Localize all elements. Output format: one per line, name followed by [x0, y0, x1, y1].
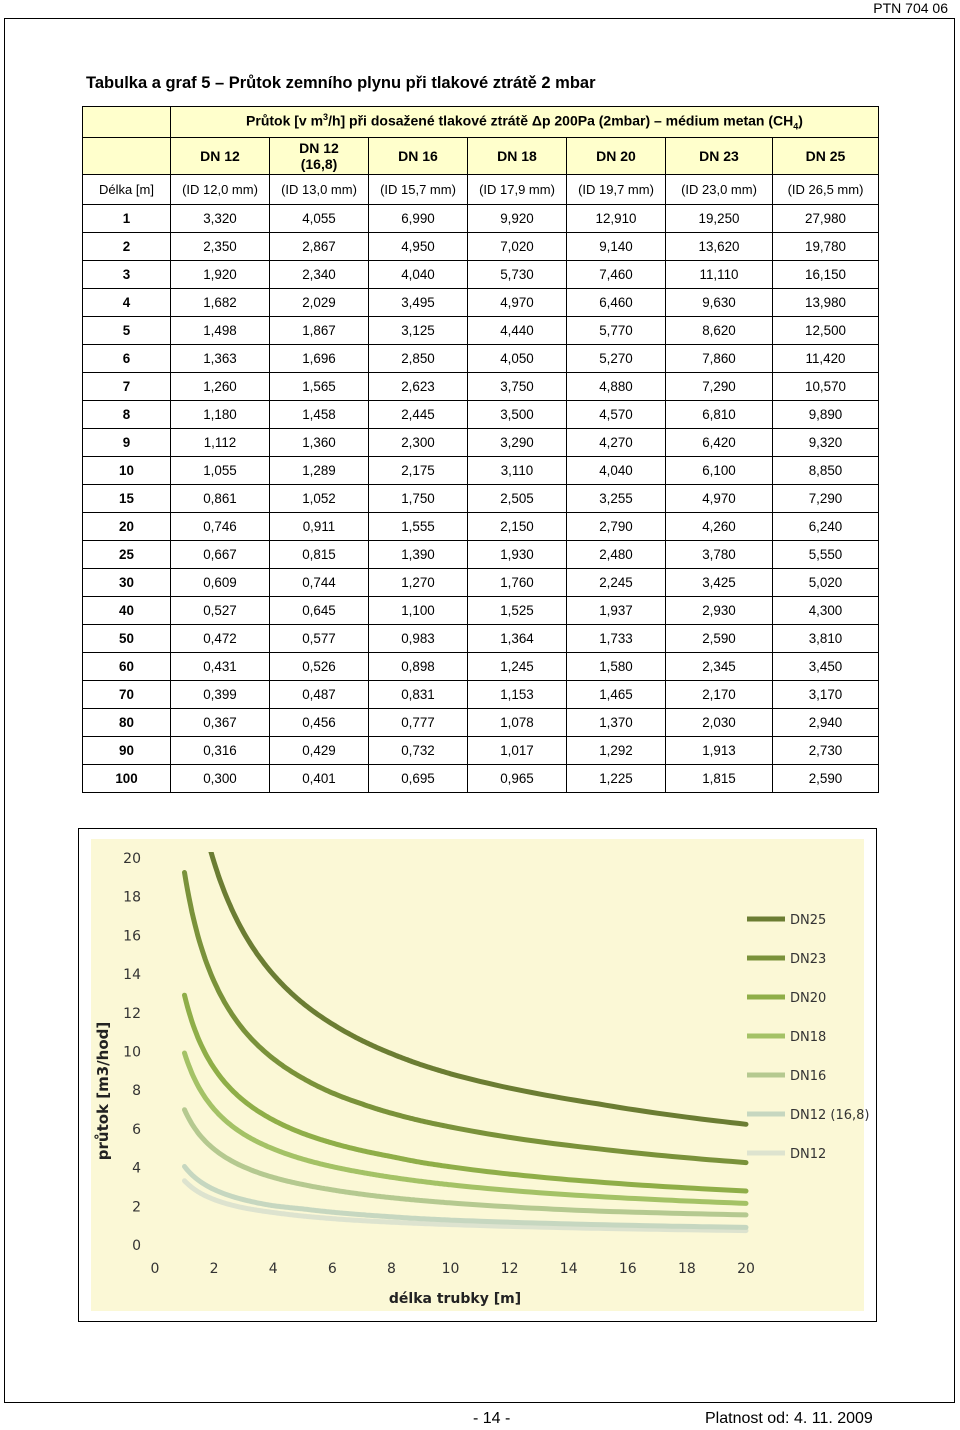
- length-cell: 50: [83, 625, 171, 653]
- dn-header: DN 12 (16,8): [270, 138, 369, 175]
- flow-value-cell: 4,440: [468, 317, 567, 345]
- x-tick-label: 14: [559, 1261, 578, 1277]
- table-row: [83, 681, 879, 709]
- flow-value-cell: 1,245: [468, 653, 567, 681]
- flow-value-cell: 3,450: [773, 653, 879, 681]
- table-title: Tabulka a graf 5 – Průtok zemního plynu při tlakové ztrátě 2 mbar: [86, 74, 596, 92]
- chart-frame: [78, 828, 877, 1322]
- table-row: [83, 205, 879, 233]
- flow-value-cell: 1,360: [270, 429, 369, 457]
- flow-value-cell: 1,180: [171, 401, 270, 429]
- table-row: [83, 345, 879, 373]
- flow-value-cell: 3,320: [171, 205, 270, 233]
- flow-value-cell: 4,950: [369, 233, 468, 261]
- y-tick-label: 14: [123, 967, 141, 984]
- legend-label: DN18: [790, 1030, 827, 1045]
- length-cell: 60: [83, 653, 171, 681]
- flow-value-cell: 8,850: [773, 457, 879, 485]
- flow-value-cell: 1,525: [468, 597, 567, 625]
- flow-value-cell: 3,125: [369, 317, 468, 345]
- flow-value-cell: 0,898: [369, 653, 468, 681]
- flow-value-cell: 4,050: [468, 345, 567, 373]
- flow-value-cell: 2,029: [270, 289, 369, 317]
- flow-value-cell: 1,750: [369, 485, 468, 513]
- flow-value-cell: 3,810: [773, 625, 879, 653]
- flow-value-cell: 1,867: [270, 317, 369, 345]
- flow-value-cell: 2,623: [369, 373, 468, 401]
- dn-header: DN 25: [773, 138, 879, 175]
- flow-value-cell: 5,730: [468, 261, 567, 289]
- table-row: [83, 317, 879, 345]
- flow-value-cell: 0,911: [270, 513, 369, 541]
- flow-value-cell: 0,746: [171, 513, 270, 541]
- flow-value-cell: 4,970: [468, 289, 567, 317]
- x-tick-label: 18: [677, 1261, 696, 1277]
- legend-label: DN23: [790, 952, 827, 967]
- flow-value-cell: 4,970: [666, 485, 773, 513]
- legend-label: DN12: [790, 1147, 827, 1162]
- id-header: (ID 23,0 mm): [666, 175, 773, 205]
- x-tick-label: 6: [327, 1261, 337, 1277]
- id-header: (ID 15,7 mm): [369, 175, 468, 205]
- flow-value-cell: 2,245: [567, 569, 666, 597]
- flow-value-cell: 1,920: [171, 261, 270, 289]
- flow-value-cell: 8,620: [666, 317, 773, 345]
- flow-value-cell: 2,730: [773, 737, 879, 765]
- y-tick-label: 4: [132, 1160, 141, 1177]
- y-tick-label: 18: [123, 889, 141, 906]
- flow-value-cell: 0,367: [171, 709, 270, 737]
- flow-value-cell: 0,983: [369, 625, 468, 653]
- x-tick-label: 12: [500, 1261, 519, 1277]
- flow-value-cell: 9,140: [567, 233, 666, 261]
- flow-value-cell: 1,465: [567, 681, 666, 709]
- flow-value-cell: 1,696: [270, 345, 369, 373]
- flow-value-cell: 0,695: [369, 765, 468, 793]
- flow-value-cell: 3,170: [773, 681, 879, 709]
- length-cell: 70: [83, 681, 171, 709]
- flow-value-cell: 2,445: [369, 401, 468, 429]
- table-row: [83, 709, 879, 737]
- length-cell: 6: [83, 345, 171, 373]
- table-row: [83, 765, 879, 793]
- flow-value-cell: 1,017: [468, 737, 567, 765]
- length-cell: 15: [83, 485, 171, 513]
- flow-value-cell: 3,500: [468, 401, 567, 429]
- flow-value-cell: 6,100: [666, 457, 773, 485]
- flow-value-cell: 1,555: [369, 513, 468, 541]
- flow-value-cell: 16,150: [773, 261, 879, 289]
- y-tick-label: 10: [123, 1044, 141, 1061]
- table-caption: Průtok [v $m^3/h$] při dosažené tlakové ztrátě Δp 200Pa (2mbar) – médium metan $(CH_4)$: [171, 107, 879, 138]
- x-tick-label: 0: [150, 1261, 160, 1277]
- flow-value-cell: 0,401: [270, 765, 369, 793]
- dn-header: DN 16: [369, 138, 468, 175]
- dn-corner: [83, 138, 171, 175]
- flow-value-cell: 3,290: [468, 429, 567, 457]
- flow-value-cell: 1,363: [171, 345, 270, 373]
- table-row: [83, 261, 879, 289]
- flow-value-cell: 2,300: [369, 429, 468, 457]
- length-cell: 100: [83, 765, 171, 793]
- flow-value-cell: 7,460: [567, 261, 666, 289]
- length-cell: 30: [83, 569, 171, 597]
- flow-value-cell: 0,609: [171, 569, 270, 597]
- flow-value-cell: 1,390: [369, 541, 468, 569]
- flow-value-cell: 2,350: [171, 233, 270, 261]
- x-tick-label: 20: [737, 1261, 755, 1277]
- flow-value-cell: 5,020: [773, 569, 879, 597]
- flow-value-cell: 2,340: [270, 261, 369, 289]
- flow-value-cell: 1,364: [468, 625, 567, 653]
- x-axis-label: délka trubky [m]: [388, 1291, 522, 1307]
- flow-value-cell: 6,810: [666, 401, 773, 429]
- length-cell: 10: [83, 457, 171, 485]
- table-row: [83, 401, 879, 429]
- table-row: [83, 373, 879, 401]
- length-cell: 5: [83, 317, 171, 345]
- id-header: (ID 13,0 mm): [270, 175, 369, 205]
- flow-value-cell: 0,527: [171, 597, 270, 625]
- flow-value-cell: 19,250: [666, 205, 773, 233]
- flow-value-cell: 2,480: [567, 541, 666, 569]
- flow-value-cell: 13,620: [666, 233, 773, 261]
- length-cell: 1: [83, 205, 171, 233]
- table-row: [83, 233, 879, 261]
- flow-value-cell: 7,290: [773, 485, 879, 513]
- flow-value-cell: 7,020: [468, 233, 567, 261]
- caption-corner: [83, 107, 171, 138]
- table-row: [83, 569, 879, 597]
- flow-value-cell: 3,495: [369, 289, 468, 317]
- flow-value-cell: 2,930: [666, 597, 773, 625]
- flow-value-cell: 0,815: [270, 541, 369, 569]
- id-header: (ID 12,0 mm): [171, 175, 270, 205]
- flow-value-cell: 1,260: [171, 373, 270, 401]
- flow-value-cell: 4,300: [773, 597, 879, 625]
- document-code: PTN 704 06: [873, 0, 948, 16]
- flow-value-cell: 2,150: [468, 513, 567, 541]
- length-header: Délka [m]: [83, 175, 171, 205]
- id-header: (ID 17,9 mm): [468, 175, 567, 205]
- flow-value-cell: 2,867: [270, 233, 369, 261]
- flow-value-cell: 0,777: [369, 709, 468, 737]
- flow-value-cell: 3,255: [567, 485, 666, 513]
- flow-value-cell: 12,910: [567, 205, 666, 233]
- table-row: [83, 457, 879, 485]
- flow-value-cell: 27,980: [773, 205, 879, 233]
- flow-value-cell: 0,831: [369, 681, 468, 709]
- flow-value-cell: 0,744: [270, 569, 369, 597]
- table-row: [83, 429, 879, 457]
- table-row: [83, 485, 879, 513]
- y-axis-label: průtok [m3/hod]: [94, 1021, 112, 1161]
- length-cell: 2: [83, 233, 171, 261]
- flow-value-cell: 0,431: [171, 653, 270, 681]
- length-cell: 40: [83, 597, 171, 625]
- table-row: [83, 289, 879, 317]
- table-row: [83, 625, 879, 653]
- flow-value-cell: 0,316: [171, 737, 270, 765]
- legend-label: DN25: [790, 913, 827, 928]
- legend-label: DN20: [790, 991, 827, 1006]
- flow-value-cell: 2,940: [773, 709, 879, 737]
- flow-value-cell: 1,498: [171, 317, 270, 345]
- flow-value-cell: 0,526: [270, 653, 369, 681]
- flow-value-cell: 1,733: [567, 625, 666, 653]
- length-cell: 20: [83, 513, 171, 541]
- flow-value-cell: 2,590: [773, 765, 879, 793]
- validity-date: Platnost od: 4. 11. 2009: [705, 1410, 873, 1427]
- flow-value-cell: 1,815: [666, 765, 773, 793]
- flow-value-cell: 4,570: [567, 401, 666, 429]
- flow-value-cell: 1,913: [666, 737, 773, 765]
- id-header: (ID 19,7 mm): [567, 175, 666, 205]
- flow-value-cell: 4,270: [567, 429, 666, 457]
- length-cell: 80: [83, 709, 171, 737]
- table-row: [83, 653, 879, 681]
- flow-value-cell: 5,550: [773, 541, 879, 569]
- flow-value-cell: 1,112: [171, 429, 270, 457]
- legend-label: DN16: [790, 1069, 827, 1084]
- flow-value-cell: 0,300: [171, 765, 270, 793]
- flow-value-cell: 4,055: [270, 205, 369, 233]
- length-cell: 8: [83, 401, 171, 429]
- flow-value-cell: 11,110: [666, 261, 773, 289]
- table-row: [83, 737, 879, 765]
- flow-value-cell: 3,750: [468, 373, 567, 401]
- length-cell: 4: [83, 289, 171, 317]
- flow-value-cell: 9,630: [666, 289, 773, 317]
- y-tick-label: 2: [132, 1199, 141, 1216]
- flow-value-cell: 4,040: [369, 261, 468, 289]
- flow-value-cell: 1,055: [171, 457, 270, 485]
- table-row: [83, 597, 879, 625]
- x-tick-label: 2: [209, 1261, 219, 1277]
- flow-value-cell: 1,580: [567, 653, 666, 681]
- flow-value-cell: 13,980: [773, 289, 879, 317]
- flow-value-cell: 0,667: [171, 541, 270, 569]
- x-tick-label: 10: [441, 1261, 460, 1277]
- flow-value-cell: 1,760: [468, 569, 567, 597]
- flow-value-cell: 1,565: [270, 373, 369, 401]
- flow-value-cell: 9,890: [773, 401, 879, 429]
- length-cell: 3: [83, 261, 171, 289]
- y-tick-label: 16: [123, 928, 141, 945]
- length-cell: 25: [83, 541, 171, 569]
- y-tick-label: 8: [132, 1083, 141, 1100]
- dn-header: DN 12: [171, 138, 270, 175]
- flow-value-cell: 2,850: [369, 345, 468, 373]
- flow-value-cell: 1,289: [270, 457, 369, 485]
- flow-value-cell: 10,570: [773, 373, 879, 401]
- flow-value-cell: 19,780: [773, 233, 879, 261]
- flow-value-cell: 1,100: [369, 597, 468, 625]
- x-tick-label: 4: [268, 1261, 278, 1277]
- flow-value-cell: 6,240: [773, 513, 879, 541]
- dn-header: DN 18: [468, 138, 567, 175]
- y-tick-label: 6: [132, 1121, 141, 1138]
- flow-value-cell: 2,505: [468, 485, 567, 513]
- flow-value-cell: 9,920: [468, 205, 567, 233]
- flow-value-cell: 0,861: [171, 485, 270, 513]
- flow-value-cell: 9,320: [773, 429, 879, 457]
- flow-value-cell: 1,292: [567, 737, 666, 765]
- flow-value-cell: 4,260: [666, 513, 773, 541]
- y-tick-label: 20: [123, 851, 141, 867]
- flow-value-cell: 4,040: [567, 457, 666, 485]
- x-tick-label: 16: [618, 1261, 637, 1277]
- flow-value-cell: 0,429: [270, 737, 369, 765]
- legend-label: DN12 (16,8): [790, 1108, 870, 1123]
- flow-value-cell: 5,270: [567, 345, 666, 373]
- flow-value-cell: 1,078: [468, 709, 567, 737]
- flow-value-cell: 2,175: [369, 457, 468, 485]
- dn-header: DN 20: [567, 138, 666, 175]
- flow-value-cell: 1,270: [369, 569, 468, 597]
- flow-value-cell: 12,500: [773, 317, 879, 345]
- flow-value-cell: 2,030: [666, 709, 773, 737]
- flow-value-cell: 5,770: [567, 317, 666, 345]
- flow-value-cell: 0,456: [270, 709, 369, 737]
- length-cell: 90: [83, 737, 171, 765]
- flow-value-cell: 1,458: [270, 401, 369, 429]
- flow-value-cell: 1,153: [468, 681, 567, 709]
- flow-table: [82, 106, 879, 793]
- flow-value-cell: 0,645: [270, 597, 369, 625]
- flow-value-cell: 2,170: [666, 681, 773, 709]
- flow-value-cell: 0,487: [270, 681, 369, 709]
- flow-value-cell: 6,990: [369, 205, 468, 233]
- flow-value-cell: 6,460: [567, 289, 666, 317]
- flow-value-cell: 1,370: [567, 709, 666, 737]
- flow-value-cell: 3,425: [666, 569, 773, 597]
- y-tick-label: 12: [123, 1005, 141, 1022]
- flow-value-cell: 1,682: [171, 289, 270, 317]
- flow-value-cell: 1,937: [567, 597, 666, 625]
- id-header: (ID 26,5 mm): [773, 175, 879, 205]
- flow-value-cell: 4,880: [567, 373, 666, 401]
- length-cell: 9: [83, 429, 171, 457]
- flow-value-cell: 2,790: [567, 513, 666, 541]
- flow-value-cell: 3,110: [468, 457, 567, 485]
- flow-value-cell: 11,420: [773, 345, 879, 373]
- flow-value-cell: 0,732: [369, 737, 468, 765]
- flow-value-cell: 0,399: [171, 681, 270, 709]
- flow-value-cell: 3,780: [666, 541, 773, 569]
- flow-value-cell: 2,345: [666, 653, 773, 681]
- flow-value-cell: 1,052: [270, 485, 369, 513]
- dn-header: DN 23: [666, 138, 773, 175]
- flow-value-cell: 1,225: [567, 765, 666, 793]
- flow-value-cell: 2,590: [666, 625, 773, 653]
- flow-value-cell: 6,420: [666, 429, 773, 457]
- length-cell: 7: [83, 373, 171, 401]
- y-tick-label: 0: [132, 1238, 141, 1254]
- table-row: [83, 513, 879, 541]
- flow-chart: [79, 829, 876, 1321]
- flow-value-cell: 0,965: [468, 765, 567, 793]
- x-tick-label: 8: [386, 1261, 396, 1277]
- flow-value-cell: 0,472: [171, 625, 270, 653]
- flow-value-cell: 1,930: [468, 541, 567, 569]
- table-row: [83, 541, 879, 569]
- page-number: - 14 -: [473, 1410, 511, 1427]
- flow-value-cell: 0,577: [270, 625, 369, 653]
- flow-value-cell: 7,290: [666, 373, 773, 401]
- flow-value-cell: 7,860: [666, 345, 773, 373]
